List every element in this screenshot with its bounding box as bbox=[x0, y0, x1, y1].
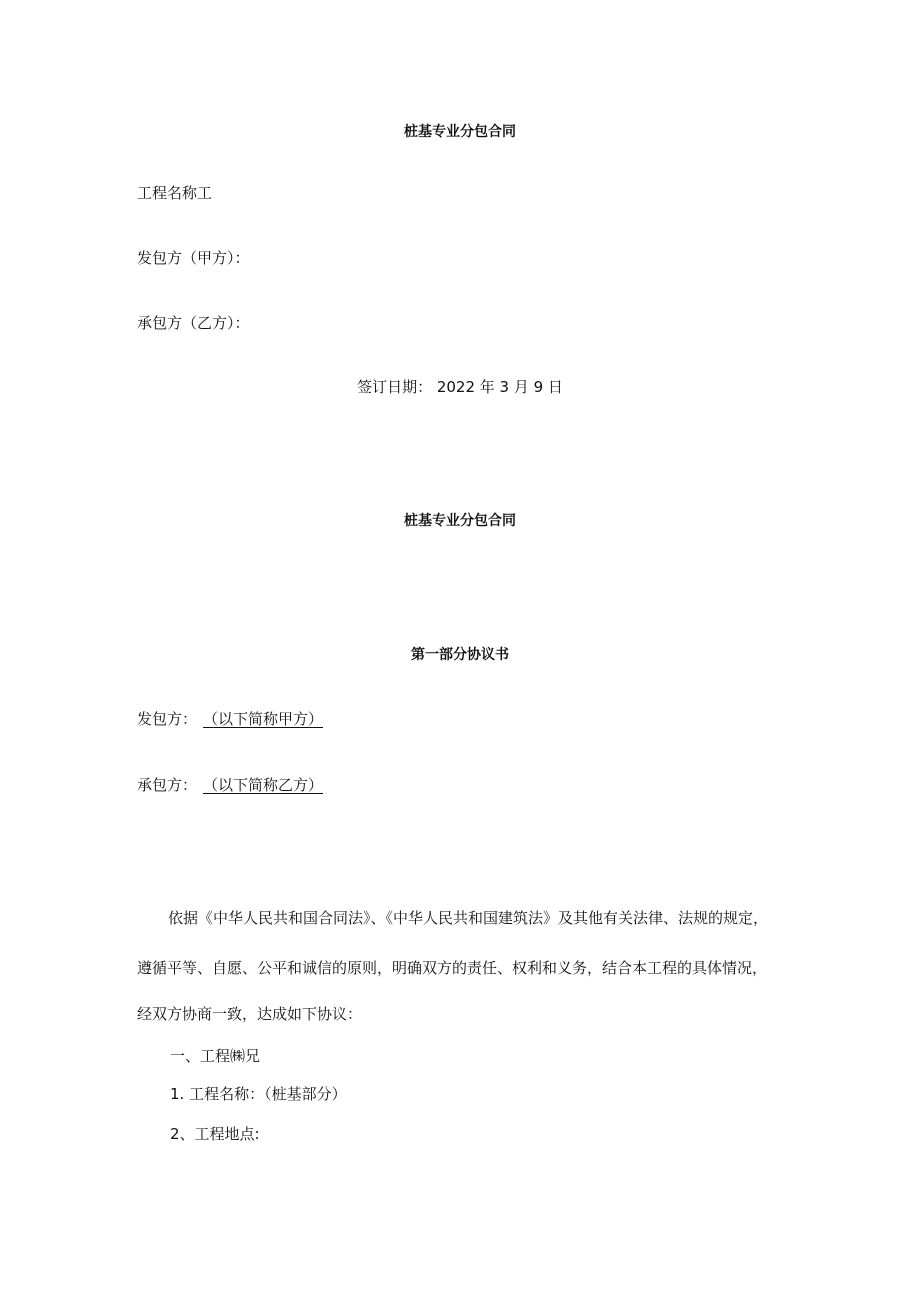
employer-line bbox=[137, 709, 323, 729]
item-2: 2、工程地点: bbox=[170, 1125, 260, 1143]
item-1: 1. 工程名称：（桩基部分） bbox=[170, 1085, 347, 1103]
employer-label: 发包方（甲方）： bbox=[137, 249, 250, 267]
contractor-line-value: （以下简称乙方） bbox=[203, 776, 324, 794]
employer-line-value: （以下简称甲方） bbox=[203, 710, 324, 728]
employer-line-label: 发包方： bbox=[137, 710, 198, 728]
sign-date: 签订日期： 2022 年 3 月 9 日 bbox=[357, 378, 563, 396]
contractor-line bbox=[137, 775, 323, 795]
preamble-line-1: 依据《中华人民共和国合同法》、《中华人民共和国建筑法》及其他有关法律、法规的规定， bbox=[168, 909, 769, 927]
contract-title: 桩基专业分包合同 bbox=[404, 513, 516, 529]
preamble-line-3: 经双方协商一致，达成如下协议： bbox=[137, 1005, 363, 1023]
part-title: 第一部分协议书 bbox=[411, 647, 509, 663]
project-name-label: 工程名称工 bbox=[137, 184, 213, 202]
preamble-line-2: 遵循平等、自愿、公平和诚信的原则，明确双方的责任、权利和义务，结合本工程的具体情况， bbox=[137, 959, 768, 977]
contractor-label: 承包方（乙方）： bbox=[137, 314, 250, 332]
section1-heading: 一、工程㈱兄 bbox=[170, 1047, 261, 1065]
cover-title: 桩基专业分包合同 bbox=[404, 124, 516, 140]
contractor-line-label: 承包方： bbox=[137, 776, 198, 794]
